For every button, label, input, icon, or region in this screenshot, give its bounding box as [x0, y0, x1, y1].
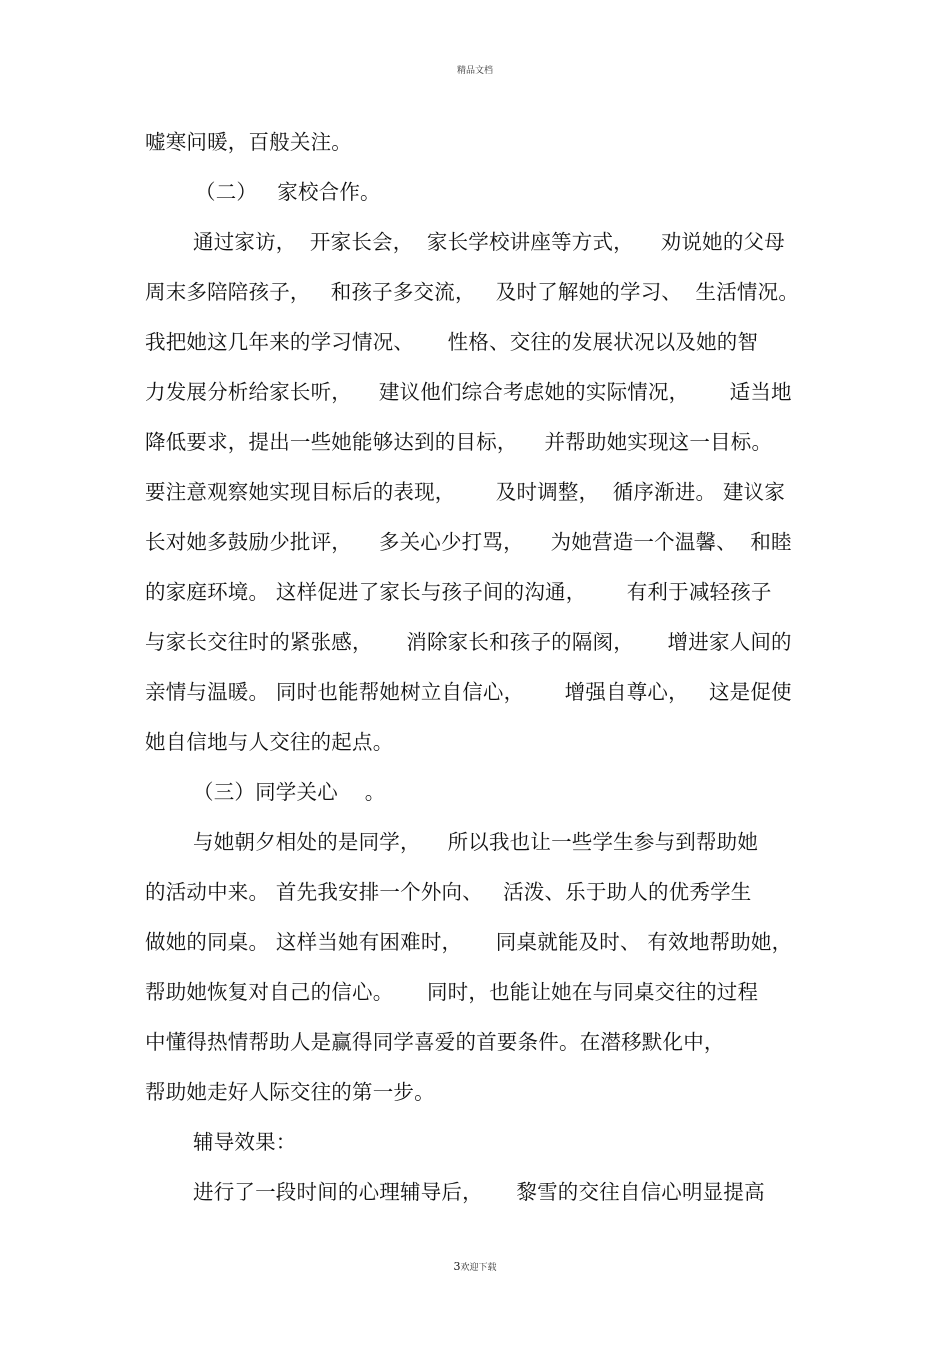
text-line: 她自信地与人交往的起点。 [145, 730, 394, 754]
section-heading: （三）同学关心 。 [193, 780, 386, 804]
section-heading: 辅导效果： [193, 1130, 297, 1154]
text-line: 中懂得热情帮助人是赢得同学喜爱的首要条件。在潜移默化中， [145, 1030, 725, 1054]
text-line: 长对她多鼓励少批评， 多关心少打骂， 为她营造一个温馨、 和睦 [145, 530, 792, 554]
text-line: 的家庭环境。 这样促进了家长与孩子间的沟通， 有利于减轻孩子 [145, 580, 772, 604]
text-line: 帮助她恢复对自己的信心。 同时，也能让她在与同桌交往的过程 [145, 980, 759, 1004]
text-line: 亲情与温暖。 同时也能帮她树立自信心， 增强自尊心， 这是促使 [145, 680, 792, 704]
text-line: 降低要求，提出一些她能够达到的目标， 并帮助她实现这一目标。 [145, 430, 773, 454]
section-heading: （二） 家校合作。 [195, 180, 381, 204]
text-line: 周末多陪陪孩子， 和孩子多交流， 及时了解她的学习、 生活情况。 [145, 280, 800, 304]
text-line: 进行了一段时间的心理辅导后， 黎雪的交往自信心明显提高 [193, 1180, 765, 1204]
text-line: 我把她这几年来的学习情况、 性格、交往的发展状况以及她的智 [145, 330, 759, 354]
text-line: 帮助她走好人际交往的第一步。 [145, 1080, 435, 1104]
text-line: 力发展分析给家长听， 建议他们综合考虑她的实际情况， 适当地 [145, 380, 792, 404]
text-line: 做她的同桌。 这样当她有困难时， 同桌就能及时、 有效地帮助她， [145, 930, 793, 954]
footer-text: 欢迎下载 [460, 1263, 497, 1273]
page-header: 精品文档 [456, 66, 493, 76]
page-number: 3 [453, 1260, 461, 1273]
text-line: 的活动中来。 首先我安排一个外向、 活泼、乐于助人的优秀学生 [145, 880, 752, 904]
text-line: 要注意观察她实现目标后的表现， 及时调整， 循序渐进。 建议家 [145, 480, 786, 504]
text-line: 与家长交往时的紧张感， 消除家长和孩子的隔阂， 增进家人间的 [145, 630, 792, 654]
text-line: 与她朝夕相处的是同学， 所以我也让一些学生参与到帮助她 [193, 830, 759, 854]
text-line: 嘘寒问暖，百般关注。 [145, 130, 352, 154]
page-footer [0, 1260, 950, 1273]
text-line: 通过家访， 开家长会， 家长学校讲座等方式， 劝说她的父母 [193, 230, 785, 254]
